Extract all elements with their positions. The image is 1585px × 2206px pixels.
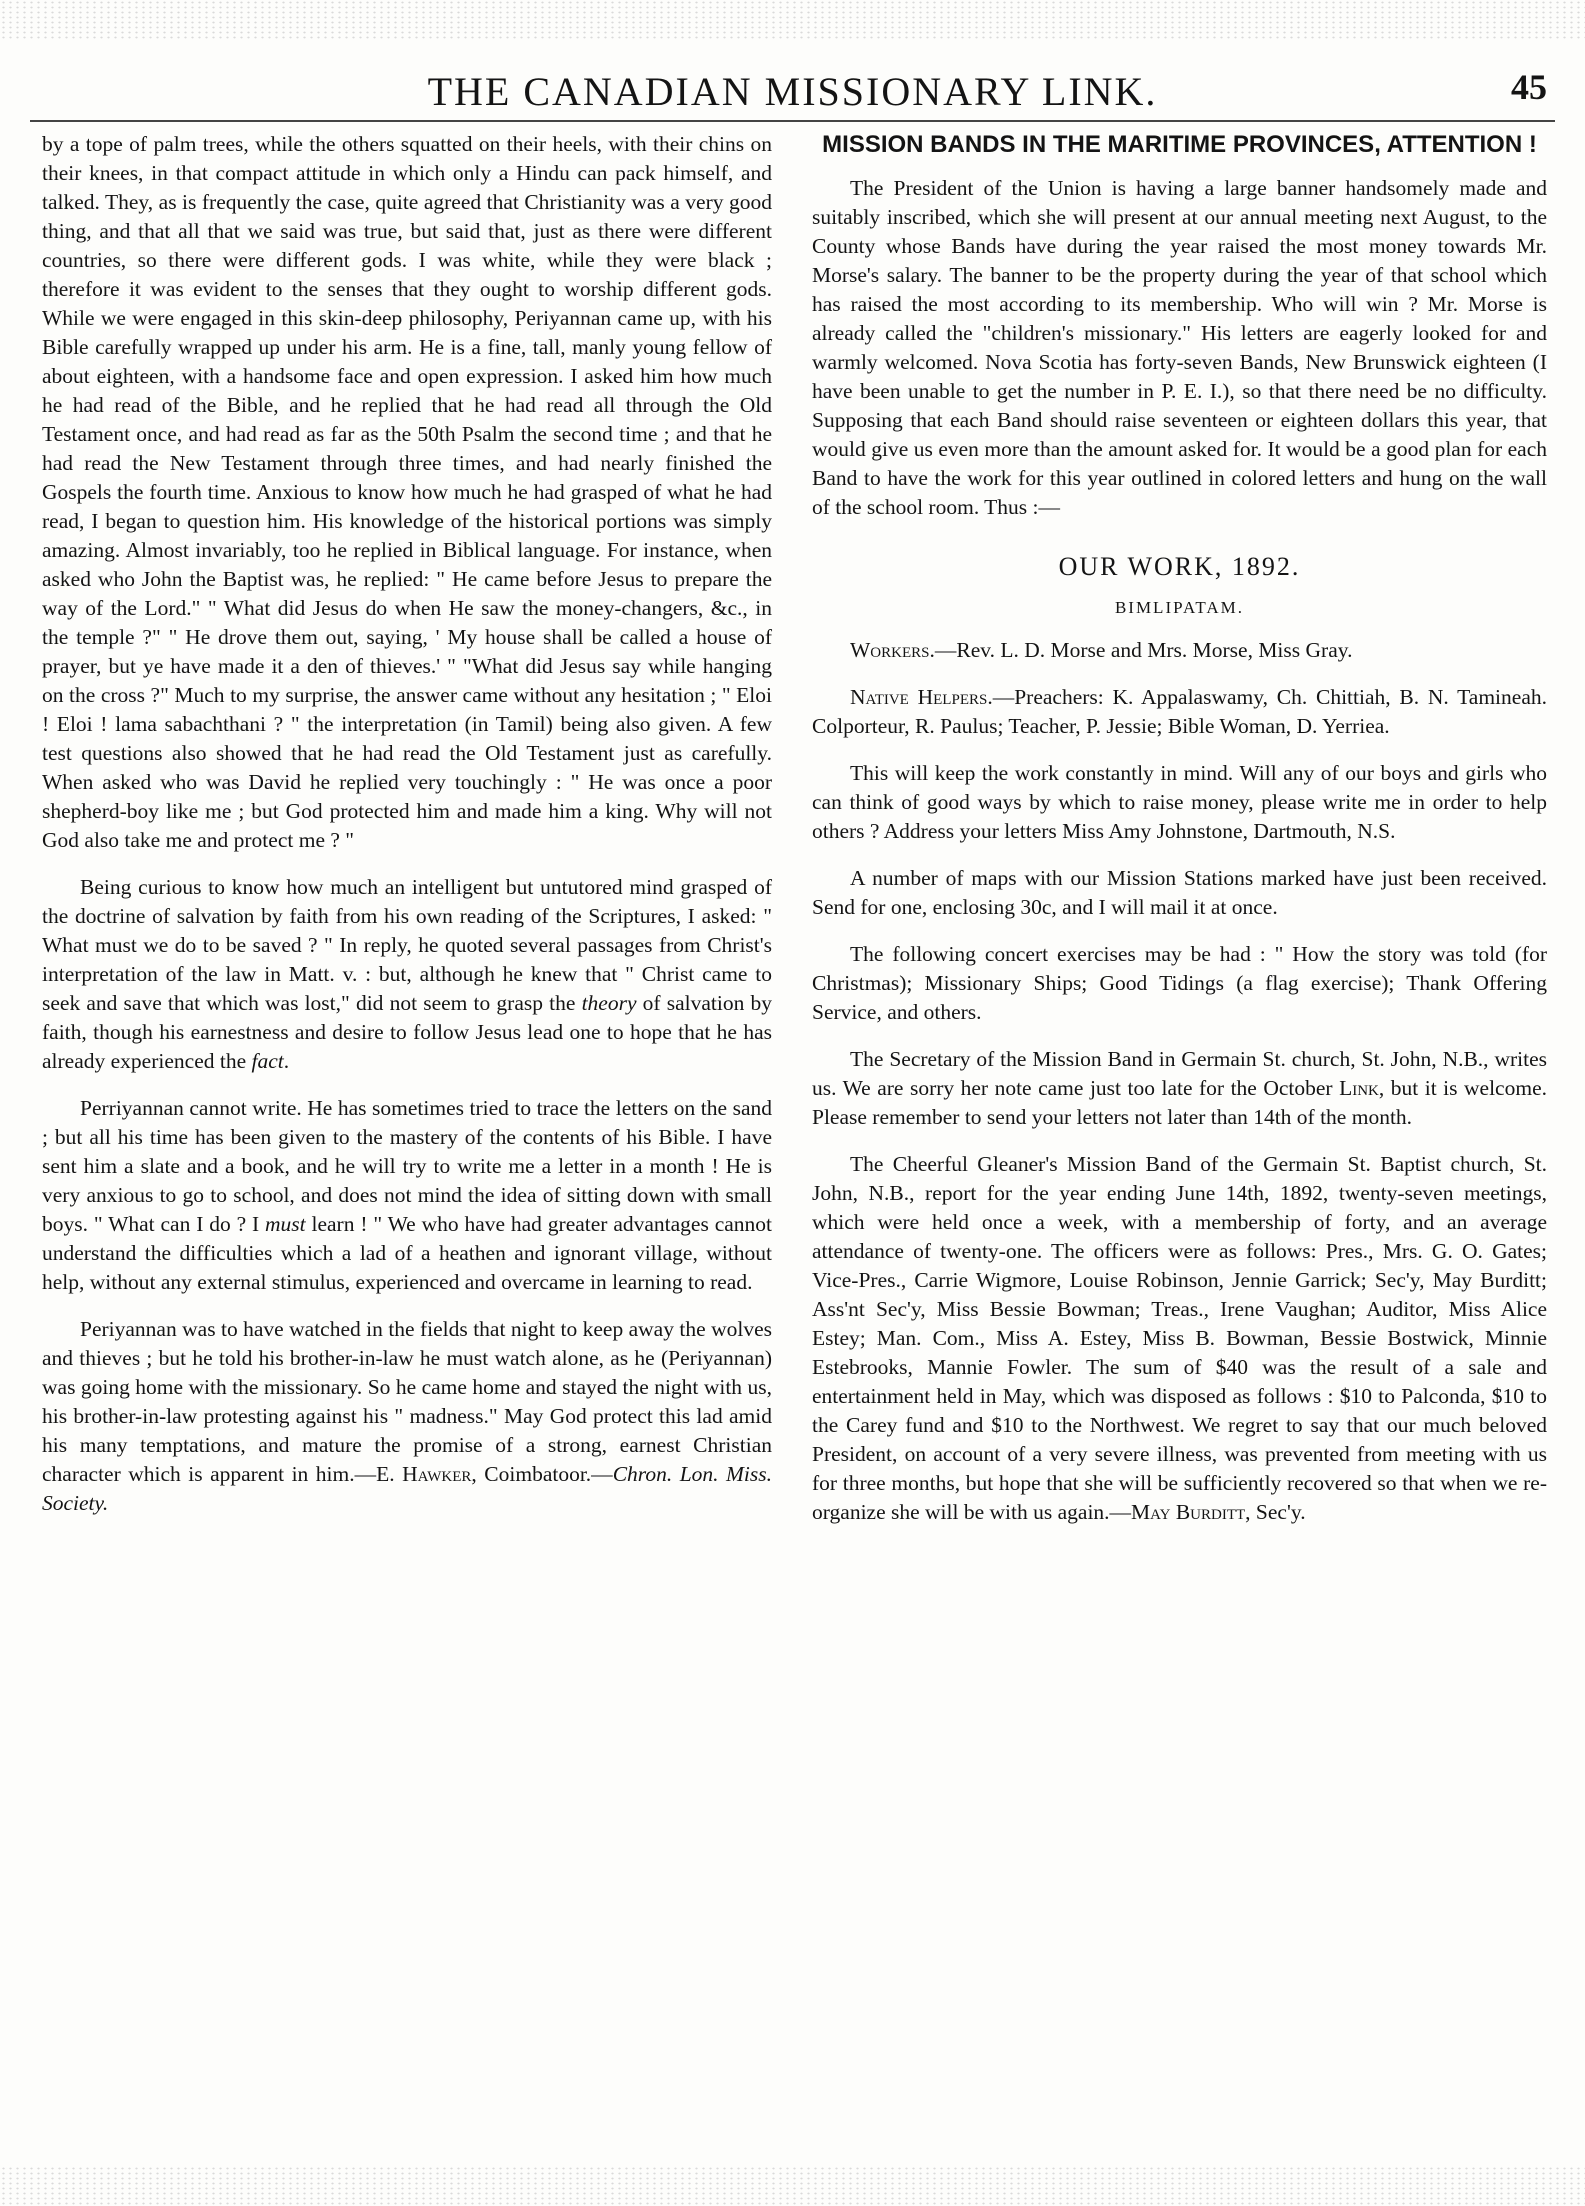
link-name: Link [1339,1076,1379,1100]
keep-work-paragraph: This will keep the work constantly in mind. Will any of our boys and girls who can think of good ways by which to raise money, please write me in order to help others ? Address your letters Miss Amy Johnstone, Dartmouth, N.S. [812,761,1547,843]
scan-noise-bottom [0,2166,1585,2206]
emphasis-theory: theory [581,991,637,1015]
native-helpers-label: Native Helpers. [850,685,993,709]
report-signature: May Burditt [1131,1500,1246,1524]
concert-exercises-paragraph: The following concert exercises may be had : " How the story was told (for Christmas); Missionary Ships; Good Tidings (a flag exercise); Thank Offering Service, and others. [812,942,1547,1024]
maps-paragraph: A number of maps with our Mission Stations marked have just been received. Send for one, enclosing 30c, and I will mail it at once. [812,866,1547,919]
article-author: E. Hawker [376,1462,472,1486]
page-number: 45 [1511,67,1547,107]
secretary-paragraph: The Secretary of the Mission Band in Germain St. church, St. John, N.B., writes us. We are sorry her note came just too late for the October Link, but it is welcome. Please remember to send your letters not later than 14th of the month. [812,1047,1547,1129]
article-source: Chron. Lon. Miss. Society. [42,1462,773,1515]
cheerful-gleaners-paragraph: The Cheerful Gleaner's Mission Band of the Germain St. Baptist church, St. John, N.B., report for the year ending June 14th, 1892, twenty-seven meetings, which were held once a week, with a membership of forty, and an average attendance of twenty-one. The officers were as follows: Pres., Mrs. G. O. Gates; Vice-Pres., Carrie Wigmore, Louise Robinson, Jennie Garrick; Sec'y, May Burditt; Ass'nt Sec'y, Miss Bessie Bowman; Treas., Irene Vaughan; Auditor, Miss Alice Estey; Man. Com., Miss A. Estey, Miss B. Bowman, Bessie Bostwick, Minnie Estebrooks, Mannie Fowler. The sum of $40 was the result of a sale and entertainment held in May, which was disposed as follows : $10 to Palconda, $10 to the Carey fund and $10 to the Northwest. We regret to say that our much beloved President, on account of a very severe illness, was prevented from meeting with us for three months, but hope that she will be sufficiently recovered so that when we re-organize she will be with us again.—May Burditt, Sec'y. [812,1152,1547,1524]
mission-bands-heading: MISSION BANDS IN THE MARITIME PROVINCES, ATTENTION ! [822,131,1537,158]
our-work-heading: OUR WORK, 1892. [1058,552,1301,581]
workers-paragraph: Workers.—Rev. L. D. Morse and Mrs. Morse, Miss Gray. [850,638,1353,662]
right-column [812,130,1547,1545]
native-helpers-paragraph: Native Helpers.—Preachers: K. Appalaswamy, Ch. Chittiah, B. N. Tamineah. Colporteur, R. Paulus; Teacher, P. Jessie; Bible Woman, D. Yerriea. [812,685,1547,738]
scan-noise-top [0,0,1585,40]
workers-label: Workers. [850,638,935,662]
emphasis-fact: fact [251,1049,284,1073]
page-header [30,60,1555,122]
banner-paragraph: The President of the Union is having a large banner handsomely made and suitably inscribed, which she will present at our annual meeting next August, to the County whose Bands have during the year raised the most money towards Mr. Morse's salary. The banner to be the property during the year of that school which has raised the most according to its membership. Who will win ? Mr. Morse is already called the "children's missionary." His letters are eagerly looked for and warmly welcomed. Nova Scotia has forty-seven Bands, New Brunswick eighteen (I have been unable to get the number in P. E. I.), so that there need be no difficulty. Supposing that each Band should raise seventeen or eighteen dollars this year, that would give us even more than the amount asked for. It would be a good plan for each Band to have the work for this year outlined in colored letters and hung on the wall of the school room. Thus :— [812,176,1547,519]
periyannan-paragraph-4: Periyannan was to have watched in the fields that night to keep away the wolves and thieves ; but he told his brother-in-law he must watch alone, as he (Periyannan) was going home with the missionary. So he came home and stayed the night with us, his brother-in-law protesting against his " madness." May God protect this lad amid his many temptations, and mature the promise of a strong, earnest Christian character which is apparent in him.—E. Hawker, Coimbatoor.—Chron. Lon. Miss. Society. [42,1317,773,1515]
journal-title: THE CANADIAN MISSIONARY LINK. [427,69,1158,114]
station-heading: BIMLIPATAM. [1114,598,1245,617]
periyannan-paragraph-2: Being curious to know how much an intelligent but untutored mind grasped of the doctrine of salvation by faith from his own reading of the Scriptures, I asked: " What must we do to be saved ? " In reply, he quoted several passages from Christ's interpretation of the law in Matt. v. : but, although he knew that " Christ came to seek and save that which was lost," did not seem to grasp the theory of salvation by faith, though his earnestness and desire to follow Jesus lead one to hope that he has already experienced the fact. [42,875,772,1073]
periyannan-paragraph-1: by a tope of palm trees, while the others squatted on their heels, with their chins on their knees, in that compact attitude in which only a Hindu can pack himself, and talked. They, as is frequently the case, quite agreed that Christianity was a very good thing, and that all that we said was true, but said that, just as there were different countries, so there were different gods. I was white, while they were black ; therefore it was evident to the senses that they ought to worship different gods. While we were engaged in this skin-deep philosophy, Periyannan came up, with his Bible carefully wrapped up under his arm. He is a fine, tall, manly young fellow of about eighteen, with a handsome face and open expression. I asked him how much he had read of the Bible, and he replied that he had read all through the Old Testament once, and had read as far as the 50th Psalm the second time ; and that he had read the New Testament through three times, and had nearly finished the Gospels the fourth time. Anxious to know how much he had grasped of what he had read, I began to question him. His knowledge of the historical portions was simply amazing. Almost invariably, too he replied in Biblical language. For instance, when asked who John the Baptist was, he replied: " He came before Jesus to prepare the way of the Lord." " What did Jesus do when He saw the money-changers, &c., in the temple ?" " He drove them out, saying, ' My house shall be called a house of prayer, but ye have made it a den of thieves.' " "What did Jesus say while hanging on the cross ?" Much to my surprise, the answer came without any hesitation ; " Eloi ! Eloi ! lama sabachthani ? " the interpretation (in Tamil) being also given. A few test questions also showed that he had read the Old Testament just as carefully. When asked who was David he replied very touchingly : " He was once a poor shepherd-boy like me ; but God protected him and made him a king. Why will not God also take me and protect me ? " [42,132,772,852]
periyannan-paragraph-3: Perriyannan cannot write. He has sometimes tried to trace the letters on the sand ; but all his time has been given to the mastery of the contents of his Bible. I have sent him a slate and a book, and he will try to write me a letter in a month ! He is very anxious to go to school, and does not mind the idea of sitting down with small boys. " What can I do ? I must learn ! " We who have had greater advantages cannot understand the difficulties which a lad of a heathen and ignorant village, without help, without any external stimulus, experienced and overcame in learning to read. [42,1096,773,1294]
left-column [42,130,772,1536]
emphasis-must: must [265,1212,306,1236]
